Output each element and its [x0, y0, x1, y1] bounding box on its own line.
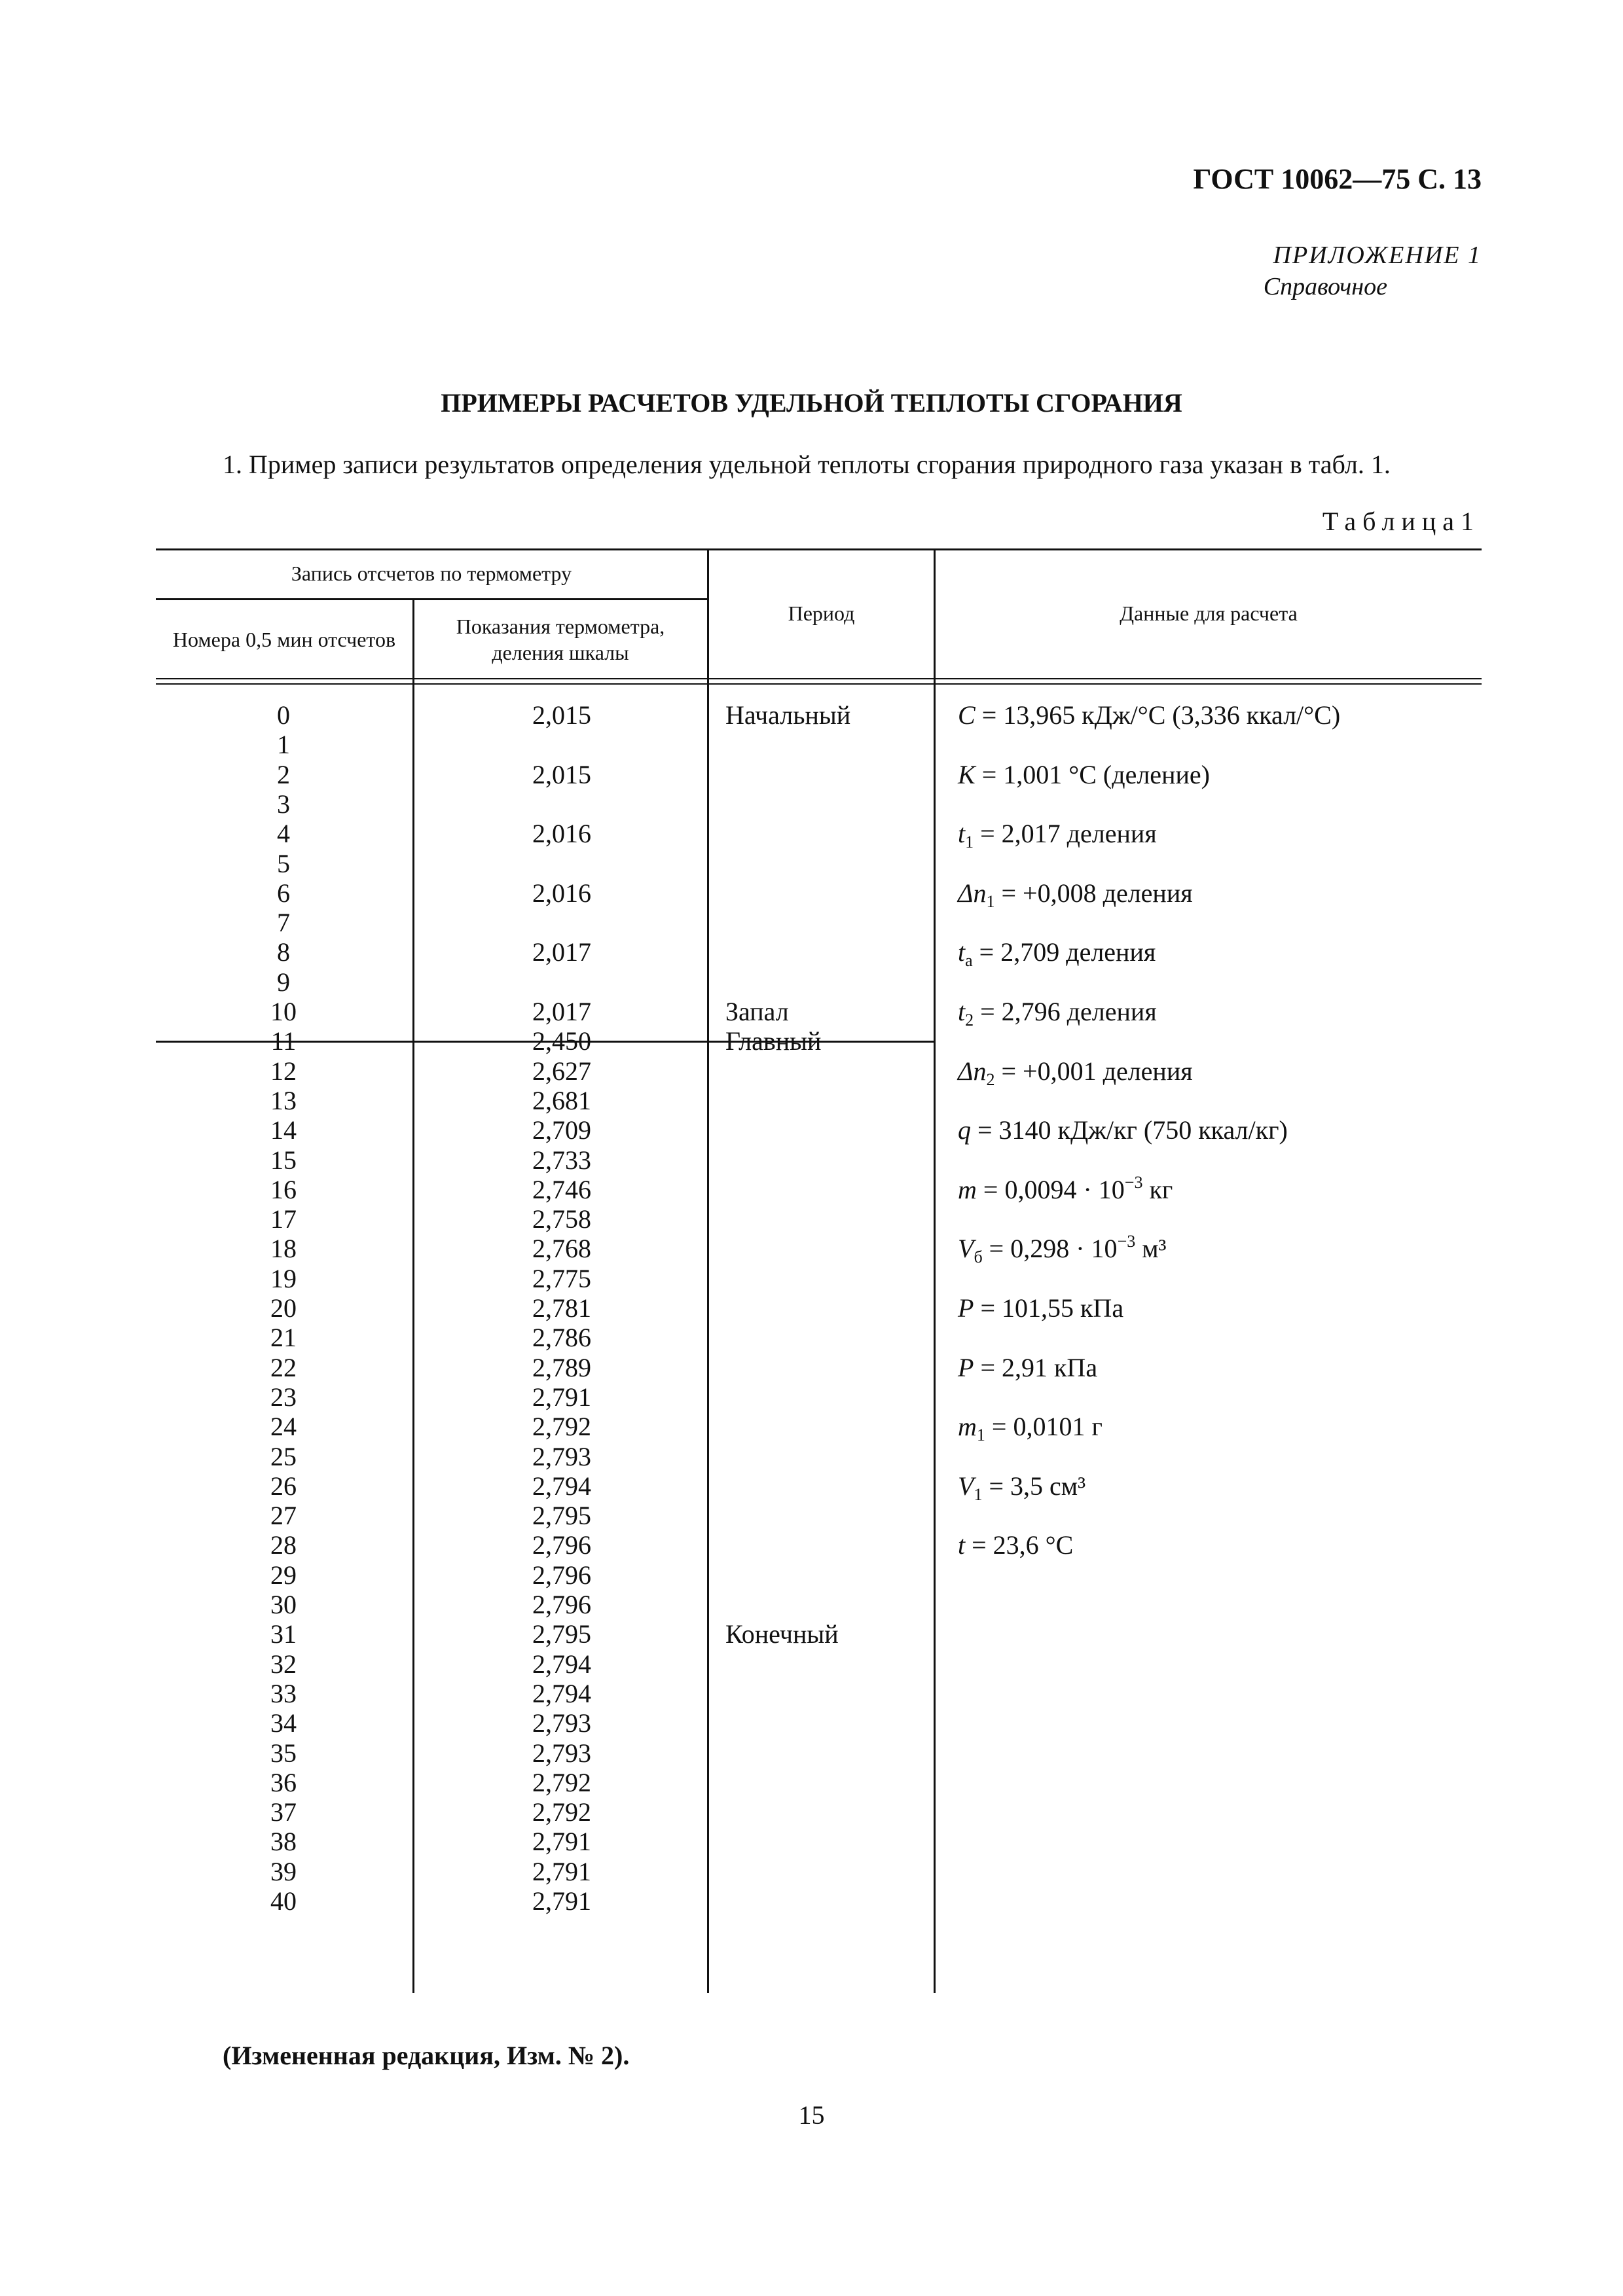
- reading-number: 37: [270, 1797, 297, 1827]
- thermometer-reading: 2,796: [532, 1560, 591, 1590]
- reading-number: 39: [270, 1856, 297, 1886]
- calc-value: = 2,796 деления: [974, 997, 1157, 1026]
- thermometer-reading: 2,795: [532, 1501, 591, 1531]
- thermometer-reading: 2,792: [532, 1797, 591, 1827]
- header-group-cell: Запись отсчетов по термометру: [291, 562, 572, 585]
- table-row: [156, 1471, 934, 1501]
- table-row: [156, 1649, 934, 1679]
- period-label: Главный: [725, 1026, 822, 1056]
- thermometer-reading: 2,793: [532, 1708, 591, 1738]
- calc-value: = 0,0094 · 10: [976, 1174, 1125, 1204]
- reading-number: 33: [270, 1678, 297, 1708]
- calc-symbol: P: [958, 1293, 974, 1323]
- reading-number: 5: [277, 848, 290, 878]
- calc-symbol: Δn: [958, 878, 987, 908]
- table-row: [156, 1619, 934, 1649]
- calc-symbol: Δn: [958, 1056, 987, 1086]
- intro-paragraph: 1. Пример записи результатов определения удельной теплоты сгорания природного газа указан в табл. 1.: [223, 450, 1391, 479]
- thermometer-reading: 2,775: [532, 1263, 591, 1293]
- thermometer-reading: 2,450: [532, 1026, 591, 1056]
- header-data-cell: Данные для расчета: [1120, 601, 1298, 625]
- calc-value: = +0,008 деления: [994, 878, 1193, 908]
- thermometer-reading: 2,792: [532, 1767, 591, 1797]
- period-label: Конечный: [725, 1619, 839, 1649]
- calc-data-line: [958, 819, 1157, 852]
- table-row: [156, 937, 934, 967]
- reading-number: 31: [270, 1619, 297, 1649]
- calc-symbol: P: [958, 1352, 974, 1382]
- table-row: [156, 1857, 934, 1886]
- table-row: [156, 1234, 934, 1263]
- doc-reference-header: ГОСТ 10062—75 С. 13: [1193, 163, 1482, 195]
- table-row: [156, 1204, 934, 1234]
- reading-number: 34: [270, 1708, 297, 1738]
- thermometer-reading: 2,781: [532, 1293, 591, 1323]
- calc-subscript: 1: [976, 1426, 985, 1445]
- reading-number: 29: [270, 1560, 297, 1590]
- table-row: [156, 1323, 934, 1352]
- calc-symbol: t: [958, 819, 966, 849]
- calc-unit: кг: [1142, 1174, 1173, 1204]
- reading-number: 21: [270, 1323, 297, 1353]
- calc-value: = +0,001 деления: [994, 1056, 1193, 1086]
- reading-number: 24: [270, 1412, 297, 1442]
- thermometer-reading: 2,758: [532, 1204, 591, 1234]
- calc-symbol: C: [958, 700, 976, 730]
- calc-data-line: [958, 997, 1157, 1030]
- header-num-cell: Номера 0,5 мин отсчетов: [172, 627, 396, 651]
- table-row: [156, 730, 934, 759]
- reading-number: 6: [277, 878, 290, 908]
- reading-number: 0: [277, 700, 290, 730]
- calc-symbol: q: [958, 1115, 971, 1145]
- reading-number: 14: [270, 1115, 297, 1145]
- thermometer-reading: 2,016: [532, 819, 591, 849]
- calc-value: = 0,0101 г: [985, 1412, 1103, 1442]
- calc-data-line: [958, 1056, 1193, 1089]
- thermometer-reading: 2,791: [532, 1827, 591, 1857]
- reading-number: 23: [270, 1382, 297, 1412]
- table-row: [156, 1175, 934, 1204]
- table-row: [156, 1590, 934, 1619]
- calc-data-line: [958, 1172, 1173, 1204]
- reading-number: 18: [270, 1234, 297, 1264]
- thermometer-reading: 2,786: [532, 1323, 591, 1353]
- reading-number: 10: [270, 997, 297, 1026]
- calc-subscript: 1: [974, 1484, 983, 1504]
- calc-data-line: [958, 1471, 1086, 1504]
- table-row: [156, 908, 934, 937]
- calc-subscript: 2: [986, 1069, 995, 1089]
- reading-number: 11: [270, 1026, 297, 1056]
- table-row: [156, 1797, 934, 1827]
- reading-number: 28: [270, 1530, 297, 1560]
- calc-subscript: 2: [965, 1011, 974, 1030]
- table-row: [156, 1293, 934, 1323]
- reading-number: 4: [277, 819, 290, 849]
- calc-value: = 1,001 °С (деление): [975, 759, 1210, 789]
- table-row: [156, 1679, 934, 1708]
- thermometer-reading: 2,017: [532, 997, 591, 1026]
- calc-subscript: 1: [986, 891, 995, 911]
- reading-number: 8: [277, 937, 290, 967]
- reading-number: 17: [270, 1204, 297, 1234]
- reading-number: 32: [270, 1649, 297, 1679]
- reading-number: 36: [270, 1767, 297, 1797]
- thermometer-reading: 2,789: [532, 1352, 591, 1382]
- thermometer-reading: 2,017: [532, 937, 591, 967]
- reading-number: 40: [270, 1886, 297, 1916]
- calc-value: = 2,017 деления: [974, 819, 1157, 849]
- period-label: Запал: [725, 997, 789, 1026]
- table-row: [156, 1086, 934, 1115]
- table-row: [156, 1145, 934, 1175]
- calc-value: = 13,965 кДж/°С (3,336 ккал/°С): [975, 700, 1341, 730]
- page-number: 15: [798, 2100, 825, 2130]
- calc-symbol: t: [958, 1530, 966, 1560]
- calc-value: = 23,6 °С: [965, 1530, 1074, 1560]
- calc-symbol: m: [958, 1412, 977, 1442]
- header-period-cell: Период: [788, 601, 855, 625]
- reading-number: 20: [270, 1293, 297, 1323]
- calc-data-line: [958, 1115, 1288, 1145]
- reading-number: 3: [277, 789, 290, 819]
- reading-number: 7: [277, 908, 290, 938]
- calc-symbol: V: [958, 1234, 974, 1264]
- thermometer-reading: 2,791: [532, 1382, 591, 1412]
- thermometer-reading: 2,791: [532, 1886, 591, 1916]
- calc-value: = 0,298 · 10: [982, 1234, 1118, 1264]
- period-label: Начальный: [725, 700, 851, 730]
- calc-symbol: m: [958, 1174, 977, 1204]
- thermometer-reading: 2,793: [532, 1441, 591, 1471]
- table-row: [156, 1708, 934, 1738]
- thermometer-reading: 2,795: [532, 1619, 591, 1649]
- reading-number: 19: [270, 1263, 297, 1293]
- table-row: [156, 1501, 934, 1530]
- page-title: ПРИМЕРЫ РАСЧЕТОВ УДЕЛЬНОЙ ТЕПЛОТЫ СГОРАНИЯ: [441, 388, 1182, 418]
- calc-symbol: K: [958, 759, 976, 789]
- table-row: [156, 1560, 934, 1590]
- reading-number: 12: [270, 1056, 297, 1086]
- reading-number: 35: [270, 1738, 297, 1768]
- calc-unit: м³: [1135, 1234, 1167, 1264]
- table-row: [156, 1738, 934, 1768]
- thermometer-reading: 2,794: [532, 1471, 591, 1501]
- calc-value: = 101,55 кПа: [974, 1293, 1124, 1323]
- reading-number: 22: [270, 1352, 297, 1382]
- calc-data-line: [958, 878, 1193, 911]
- header-val-cell: Показания термометра, деления шкалы: [456, 614, 665, 664]
- thermometer-reading: 2,793: [532, 1738, 591, 1768]
- calc-subscript: б: [974, 1247, 983, 1267]
- calc-data-line: [958, 1232, 1167, 1267]
- reading-number: 13: [270, 1085, 297, 1115]
- thermometer-reading: 2,681: [532, 1085, 591, 1115]
- col-divider-3: [934, 548, 936, 1993]
- table-row: [156, 997, 934, 1026]
- thermometer-reading: 2,733: [532, 1145, 591, 1175]
- calc-data-line: [958, 1412, 1103, 1445]
- calc-data-line: [958, 1293, 1123, 1323]
- calc-value: = 3,5 см³: [982, 1471, 1086, 1501]
- thermometer-reading: 2,768: [532, 1234, 591, 1264]
- calc-symbol: V: [958, 1471, 974, 1501]
- thermometer-reading: 2,709: [532, 1115, 591, 1145]
- calc-superscript: −3: [1124, 1172, 1143, 1192]
- reading-number: 26: [270, 1471, 297, 1501]
- thermometer-reading: 2,015: [532, 759, 591, 789]
- calc-data-line: [958, 760, 1210, 789]
- table-row: [156, 1264, 934, 1293]
- table-row: [156, 760, 934, 789]
- table-row: [156, 1056, 934, 1086]
- appendix-label: ПРИЛОЖЕНИЕ 1: [1273, 242, 1482, 269]
- header-double-rule-bottom: [156, 683, 1482, 685]
- table-row: [156, 1768, 934, 1797]
- calc-value: = 2,709 деления: [972, 937, 1156, 967]
- readings-table: [156, 548, 1482, 1993]
- reading-number: 1: [277, 730, 290, 760]
- thermometer-reading: 2,015: [532, 700, 591, 730]
- table-row: [156, 1886, 934, 1916]
- calc-subscript: 1: [965, 833, 974, 852]
- table-row: [156, 700, 934, 730]
- thermometer-reading: 2,796: [532, 1530, 591, 1560]
- thermometer-reading: 2,796: [532, 1590, 591, 1619]
- table-row: [156, 849, 934, 878]
- thermometer-reading: 2,746: [532, 1174, 591, 1204]
- table-row: [156, 819, 934, 848]
- table-row: [156, 1382, 934, 1412]
- thermometer-reading: 2,016: [532, 878, 591, 908]
- thermometer-reading: 2,792: [532, 1412, 591, 1442]
- table-row: [156, 878, 934, 908]
- table-row: [156, 1442, 934, 1471]
- thermometer-reading: 2,791: [532, 1856, 591, 1886]
- header-double-rule-top: [156, 678, 1482, 679]
- reading-number: 27: [270, 1501, 297, 1531]
- calc-symbol: t: [958, 997, 966, 1026]
- thermometer-reading: 2,794: [532, 1649, 591, 1679]
- calc-superscript: −3: [1117, 1232, 1136, 1251]
- thermometer-reading: 2,794: [532, 1678, 591, 1708]
- calc-data-line: [958, 937, 1156, 971]
- table-row: [156, 967, 934, 997]
- calc-data-line: [958, 700, 1340, 730]
- table-row: [156, 1026, 934, 1056]
- reading-number: 15: [270, 1145, 297, 1175]
- reading-number: 9: [277, 967, 290, 997]
- reading-number: 25: [270, 1441, 297, 1471]
- reading-number: 2: [277, 759, 290, 789]
- table-row: [156, 1353, 934, 1382]
- calc-data-line: [958, 1353, 1097, 1382]
- revision-note: (Измененная редакция, Изм. № 2).: [223, 2041, 630, 2070]
- calc-value: = 3140 кДж/кг (750 ккал/кг): [971, 1115, 1288, 1145]
- table-caption: Таблица1: [1322, 507, 1480, 536]
- calc-subscript: a: [965, 951, 973, 971]
- appendix-type-label: Справочное: [1263, 273, 1387, 300]
- table-row: [156, 789, 934, 819]
- table-row: [156, 1827, 934, 1856]
- table-row: [156, 1412, 934, 1441]
- calc-value: = 2,91 кПа: [974, 1352, 1098, 1382]
- thermometer-reading: 2,627: [532, 1056, 591, 1086]
- calc-data-line: [958, 1530, 1073, 1560]
- calc-symbol: t: [958, 937, 966, 967]
- reading-number: 30: [270, 1590, 297, 1619]
- reading-number: 16: [270, 1174, 297, 1204]
- reading-number: 38: [270, 1827, 297, 1857]
- table-row: [156, 1530, 934, 1560]
- table-row: [156, 1115, 934, 1145]
